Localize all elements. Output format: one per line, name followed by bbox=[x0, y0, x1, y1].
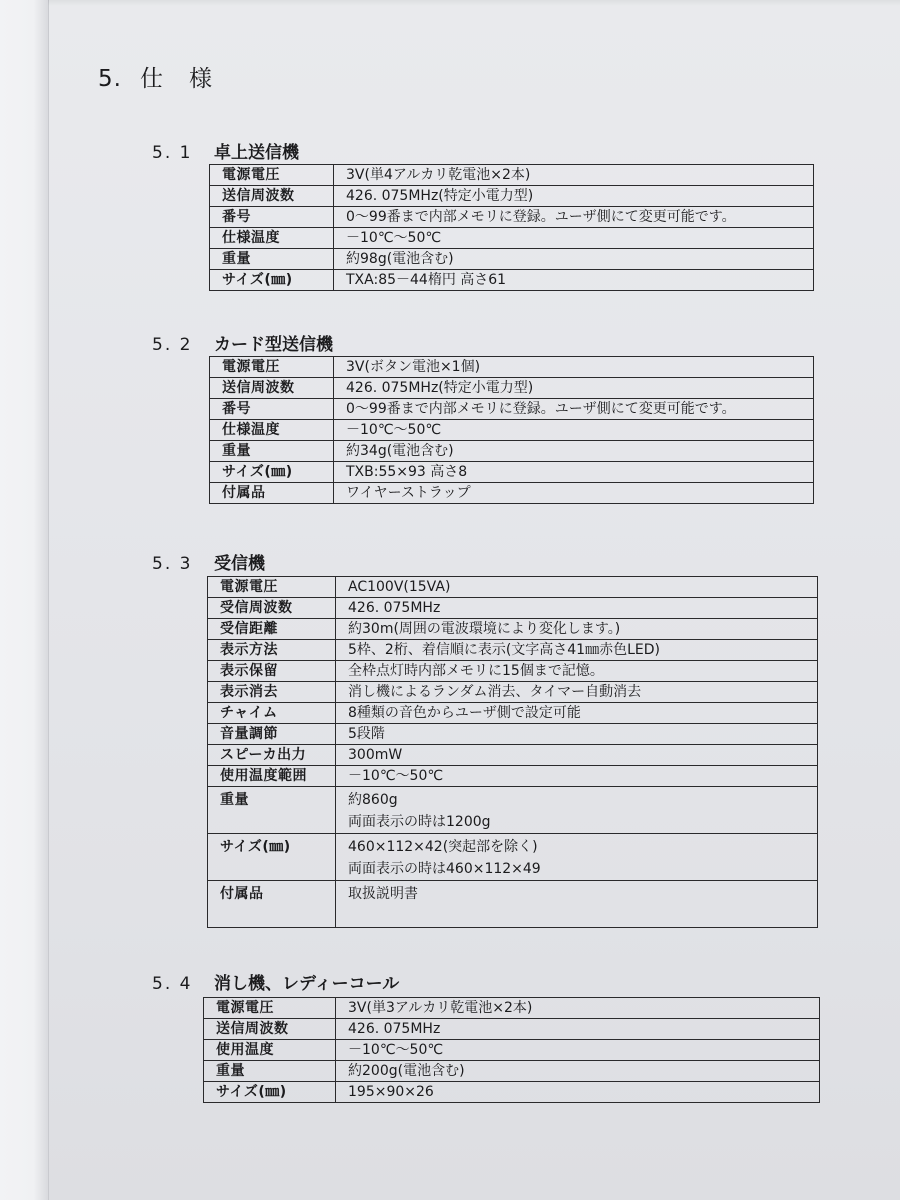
spec-key: 付属品 bbox=[208, 881, 336, 928]
section-title-5-2 bbox=[152, 330, 333, 355]
spec-key: 受信周波数 bbox=[208, 598, 336, 619]
section-label: 消し機、レディーコール bbox=[214, 974, 400, 994]
spec-value-line: 195×90×26 bbox=[348, 1084, 434, 1100]
spec-key: サイズ(㎜) bbox=[210, 270, 334, 291]
page-heading bbox=[98, 60, 238, 93]
spec-value bbox=[336, 661, 818, 682]
spec-key: 受信距離 bbox=[208, 619, 336, 640]
spec-value bbox=[336, 598, 818, 619]
spec-value bbox=[334, 441, 814, 462]
spec-key: チャイム bbox=[208, 703, 336, 724]
spec-value-line: 8種類の音色からユーザ側で設定可能 bbox=[348, 705, 581, 721]
spec-row bbox=[204, 1061, 820, 1082]
spec-key: 送信周波数 bbox=[210, 186, 334, 207]
spec-key: 重量 bbox=[210, 441, 334, 462]
spec-row bbox=[210, 228, 814, 249]
spec-value bbox=[336, 834, 818, 881]
spec-value-line: 5段階 bbox=[348, 726, 385, 742]
section-label: 受信機 bbox=[214, 554, 265, 574]
spec-row bbox=[210, 483, 814, 504]
spec-key: 番号 bbox=[210, 399, 334, 420]
spec-value bbox=[334, 270, 814, 291]
spec-row bbox=[210, 207, 814, 228]
section-number: 5. 4 bbox=[152, 974, 193, 994]
spec-value-line: 0～99番まで内部メモリに登録。ユーザ側にて変更可能です。 bbox=[346, 401, 736, 417]
spec-value-line: 426. 075MHz(特定小電力型) bbox=[346, 188, 534, 204]
spec-value-line: －10℃～50℃ bbox=[346, 422, 442, 438]
binding-edge bbox=[0, 0, 49, 1200]
heading-number: 5. bbox=[98, 66, 122, 92]
spec-key: 表示消去 bbox=[208, 682, 336, 703]
spec-value-line: －10℃～50℃ bbox=[346, 230, 442, 246]
spec-value bbox=[336, 703, 818, 724]
spec-value bbox=[334, 399, 814, 420]
spec-value bbox=[336, 619, 818, 640]
spec-key: スピーカ出力 bbox=[208, 745, 336, 766]
spec-value-line: 5枠、2桁、着信順に表示(文字高さ41㎜赤色LED) bbox=[348, 642, 660, 658]
spec-table-receiver bbox=[207, 576, 818, 928]
spec-row bbox=[210, 249, 814, 270]
spec-row bbox=[210, 186, 814, 207]
spec-value-line: 両面表示の時は460×112×49 bbox=[348, 861, 541, 877]
section-title-5-1 bbox=[152, 138, 299, 163]
spec-value-line: 426. 075MHz bbox=[348, 1021, 441, 1037]
spec-value bbox=[336, 1082, 820, 1103]
spec-row bbox=[210, 441, 814, 462]
spec-value-line: 約30m(周囲の電波環境により変化します。) bbox=[348, 621, 621, 637]
spec-value-line: 3V(単4アルカリ乾電池×2本) bbox=[346, 167, 531, 183]
spec-row bbox=[208, 703, 818, 724]
spec-table-card-transmitter bbox=[209, 356, 814, 504]
spec-value bbox=[334, 186, 814, 207]
spec-value bbox=[336, 724, 818, 745]
spec-value bbox=[334, 483, 814, 504]
spec-row bbox=[208, 724, 818, 745]
spec-key: サイズ(㎜) bbox=[204, 1082, 336, 1103]
spec-key: 番号 bbox=[210, 207, 334, 228]
spec-value-line: 約98g(電池含む) bbox=[346, 251, 454, 267]
spec-row bbox=[210, 270, 814, 291]
spec-key: 重量 bbox=[210, 249, 334, 270]
spec-value bbox=[334, 249, 814, 270]
spec-row bbox=[208, 577, 818, 598]
spec-key: 表示方法 bbox=[208, 640, 336, 661]
spec-row bbox=[204, 1040, 820, 1061]
spec-key: 電源電圧 bbox=[210, 165, 334, 186]
spec-value-line: 426. 075MHz(特定小電力型) bbox=[346, 380, 534, 396]
spec-value-line: 3V(ボタン電池×1個) bbox=[346, 359, 481, 375]
spec-value-line: 3V(単3アルカリ乾電池×2本) bbox=[348, 1000, 533, 1016]
spec-value bbox=[336, 998, 820, 1019]
spec-key: サイズ(㎜) bbox=[208, 834, 336, 881]
spec-value-line: 両面表示の時は1200g bbox=[348, 814, 491, 830]
spec-key: 音量調節 bbox=[208, 724, 336, 745]
spec-row bbox=[208, 787, 818, 834]
spec-value-line: 300mW bbox=[348, 747, 403, 763]
spec-value bbox=[336, 1019, 820, 1040]
spec-value-line: 約200g(電池含む) bbox=[348, 1063, 465, 1079]
spec-value-line: 取扱説明書 bbox=[348, 886, 418, 902]
spec-key: 電源電圧 bbox=[208, 577, 336, 598]
section-label: 卓上送信機 bbox=[214, 143, 299, 163]
section-number: 5. 3 bbox=[152, 554, 193, 574]
spec-table-body bbox=[210, 357, 814, 504]
spec-value-line: 約34g(電池含む) bbox=[346, 443, 454, 459]
spec-row bbox=[208, 745, 818, 766]
spec-value bbox=[336, 640, 818, 661]
spec-row bbox=[210, 357, 814, 378]
spec-key: 仕様温度 bbox=[210, 420, 334, 441]
spec-value bbox=[334, 207, 814, 228]
spec-table-eraser-lady-call bbox=[203, 997, 820, 1103]
spec-table-body bbox=[210, 165, 814, 291]
spec-row bbox=[208, 766, 818, 787]
spec-key: 表示保留 bbox=[208, 661, 336, 682]
spec-table-body bbox=[204, 998, 820, 1103]
spec-value bbox=[336, 577, 818, 598]
spec-value-line: TXA:85－44楕円 高さ61 bbox=[346, 272, 507, 288]
spec-value bbox=[336, 766, 818, 787]
spec-key: 電源電圧 bbox=[210, 357, 334, 378]
section-label: カード型送信機 bbox=[214, 335, 333, 355]
spec-value bbox=[336, 745, 818, 766]
spec-value-line: 460×112×42(突起部を除く) bbox=[348, 839, 538, 855]
spec-row bbox=[208, 640, 818, 661]
spec-value bbox=[334, 165, 814, 186]
spec-key: 重量 bbox=[204, 1061, 336, 1082]
spec-value-line: 0～99番まで内部メモリに登録。ユーザ側にて変更可能です。 bbox=[346, 209, 736, 225]
spec-value-line: 全枠点灯時内部メモリに15個まで記憶。 bbox=[348, 663, 604, 679]
section-number: 5. 2 bbox=[152, 335, 193, 355]
spec-value bbox=[334, 378, 814, 399]
spec-row bbox=[210, 462, 814, 483]
spec-value-line: －10℃～50℃ bbox=[348, 1042, 444, 1058]
spec-row bbox=[208, 661, 818, 682]
spec-value-line: AC100V(15VA) bbox=[348, 579, 451, 595]
spec-value bbox=[336, 881, 818, 928]
spec-row bbox=[210, 378, 814, 399]
spec-value-line: TXB:55×93 高さ8 bbox=[346, 464, 468, 480]
spec-value bbox=[336, 1061, 820, 1082]
spec-row bbox=[204, 1019, 820, 1040]
section-title-5-3 bbox=[152, 549, 265, 574]
spec-row bbox=[210, 420, 814, 441]
spec-key: 送信周波数 bbox=[210, 378, 334, 399]
spec-value-line: －10℃～50℃ bbox=[348, 768, 444, 784]
spec-row bbox=[208, 881, 818, 928]
spec-table-desk-transmitter bbox=[209, 164, 814, 291]
spec-row bbox=[208, 619, 818, 640]
spec-value bbox=[334, 420, 814, 441]
section-title-5-4 bbox=[152, 969, 399, 994]
spec-key: 送信周波数 bbox=[204, 1019, 336, 1040]
spec-value bbox=[334, 228, 814, 249]
spec-table-body bbox=[208, 577, 818, 928]
spec-row bbox=[204, 998, 820, 1019]
spec-value bbox=[334, 357, 814, 378]
spec-row bbox=[208, 598, 818, 619]
spec-row bbox=[204, 1082, 820, 1103]
spec-value bbox=[336, 1040, 820, 1061]
spec-row bbox=[208, 682, 818, 703]
spec-row bbox=[210, 399, 814, 420]
spec-key: 仕様温度 bbox=[210, 228, 334, 249]
spec-row bbox=[210, 165, 814, 186]
spec-key: サイズ(㎜) bbox=[210, 462, 334, 483]
section-number: 5. 1 bbox=[152, 143, 193, 163]
spec-value-line: 消し機によるランダム消去、タイマー自動消去 bbox=[348, 684, 642, 700]
spec-key: 重量 bbox=[208, 787, 336, 834]
spec-row bbox=[208, 834, 818, 881]
spec-key: 電源電圧 bbox=[204, 998, 336, 1019]
spec-value-line bbox=[348, 905, 817, 927]
spec-value-line: ワイヤーストラップ bbox=[346, 485, 471, 501]
spec-value bbox=[336, 787, 818, 834]
heading-title: 仕様 bbox=[140, 66, 238, 92]
spec-key: 使用温度 bbox=[204, 1040, 336, 1061]
spec-value-line: 約860g bbox=[348, 792, 398, 808]
spec-key: 使用温度範囲 bbox=[208, 766, 336, 787]
page-shadow bbox=[48, 0, 900, 6]
spec-key: 付属品 bbox=[210, 483, 334, 504]
spec-value bbox=[334, 462, 814, 483]
spec-value-line: 426. 075MHz bbox=[348, 600, 441, 616]
spec-value bbox=[336, 682, 818, 703]
